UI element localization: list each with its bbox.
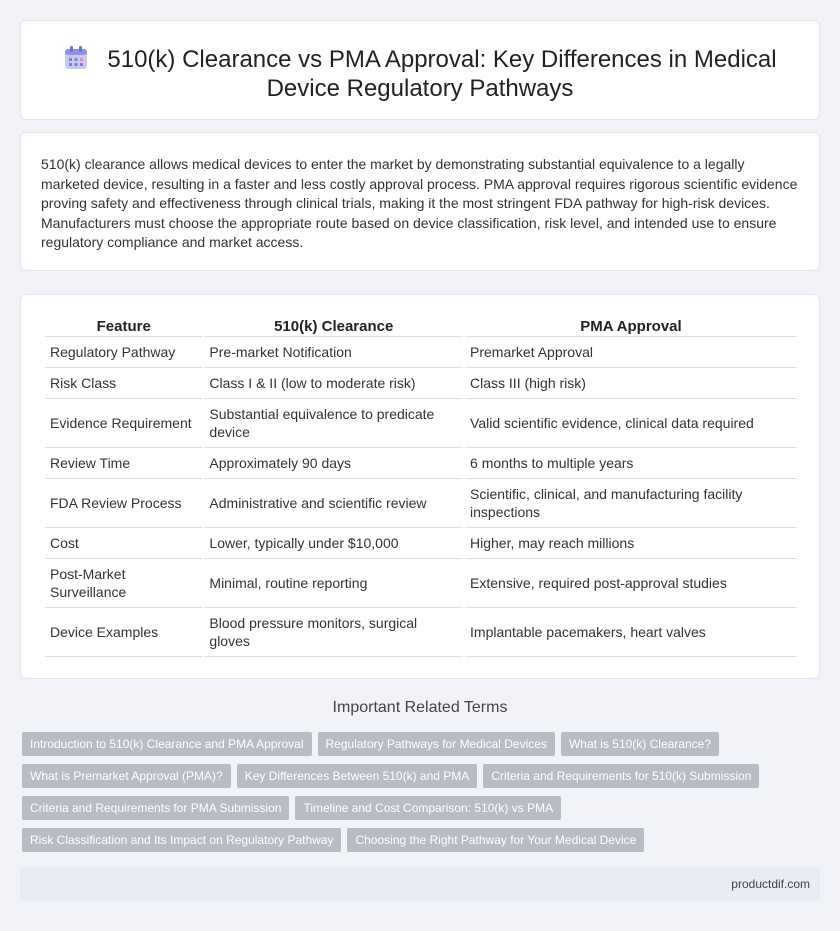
- related-tag[interactable]: What is 510(k) Clearance?: [561, 732, 719, 756]
- table-cell: Review Time: [45, 448, 202, 479]
- table-cell: Class I & II (low to moderate risk): [204, 368, 463, 399]
- table-cell: Regulatory Pathway: [45, 337, 202, 368]
- related-tag[interactable]: Introduction to 510(k) Clearance and PMA Approval: [22, 732, 312, 756]
- footer: [20, 867, 820, 901]
- related-tag[interactable]: What is Premarket Approval (PMA)?: [22, 764, 231, 788]
- table-row: [45, 608, 797, 657]
- table-cell: Post-Market Surveillance: [45, 559, 202, 608]
- related-tag[interactable]: Key Differences Between 510(k) and PMA: [237, 764, 478, 788]
- table-cell: Implantable pacemakers, heart valves: [465, 608, 797, 657]
- calendar-icon: [63, 45, 89, 71]
- table-cell: Approximately 90 days: [204, 448, 463, 479]
- table-cell: Pre-market Notification: [204, 337, 463, 368]
- table-row: [45, 448, 797, 479]
- table-cell: Evidence Requirement: [45, 399, 202, 448]
- related-tag[interactable]: Timeline and Cost Comparison: 510(k) vs PMA: [295, 796, 561, 820]
- table-cell: 6 months to multiple years: [465, 448, 797, 479]
- related-tag[interactable]: Criteria and Requirements for PMA Submission: [22, 796, 289, 820]
- table-cell: Cost: [45, 528, 202, 559]
- table-row: [45, 399, 797, 448]
- page-title: 510(k) Clearance vs PMA Approval: Key Differences in Medical Device Regulatory Pathways: [107, 46, 777, 102]
- table-row: [45, 368, 797, 399]
- related-tags: [22, 732, 822, 860]
- table-cell: Extensive, required post-approval studies: [465, 559, 797, 608]
- table-cell: Substantial equivalence to predicate device: [204, 399, 463, 448]
- header-pma: PMA Approval: [465, 315, 797, 337]
- intro-card: [20, 132, 820, 271]
- table-cell: Higher, may reach millions: [465, 528, 797, 559]
- related-tag[interactable]: Regulatory Pathways for Medical Devices: [318, 732, 555, 756]
- table-cell: Blood pressure monitors, surgical gloves: [204, 608, 463, 657]
- table-row: [45, 479, 797, 528]
- table-cell: Premarket Approval: [465, 337, 797, 368]
- table-row: [45, 559, 797, 608]
- comparison-table: [43, 315, 799, 657]
- table-cell: Risk Class: [45, 368, 202, 399]
- tag-row: [22, 764, 822, 796]
- table-cell: Valid scientific evidence, clinical data required: [465, 399, 797, 448]
- related-tag[interactable]: Risk Classification and Its Impact on Regulatory Pathway: [22, 828, 341, 852]
- related-terms-heading: Important Related Terms: [332, 699, 508, 716]
- table-cell: Class III (high risk): [465, 368, 797, 399]
- table-cell: Scientific, clinical, and manufacturing facility inspections: [465, 479, 797, 528]
- table-row: [45, 337, 797, 368]
- table-header-row: [45, 315, 797, 337]
- table-cell: Lower, typically under $10,000: [204, 528, 463, 559]
- table-cell: Device Examples: [45, 608, 202, 657]
- intro-text: 510(k) clearance allows medical devices to enter the market by demonstrating substantial equivalence to a legally marketed device, resulting in a faster and less costly approval process. PMA approval requires rigorous scientific evidence proving safety and effectiveness through clinical trials, making it the most stringent FDA pathway for high-risk devices. Manufacturers must choose the appropriate route based on device classification, risk level, and intended use to ensure regulatory compliance and market access.: [41, 156, 798, 250]
- related-tag[interactable]: Criteria and Requirements for 510(k) Submission: [483, 764, 759, 788]
- table-cell: Minimal, routine reporting: [204, 559, 463, 608]
- tag-row: [22, 732, 822, 764]
- footer-site[interactable]: productdif.com: [731, 877, 810, 891]
- table-cell: Administrative and scientific review: [204, 479, 463, 528]
- header-510k: 510(k) Clearance: [204, 315, 463, 337]
- header-card: [20, 20, 820, 120]
- table-row: [45, 528, 797, 559]
- tag-row: [22, 828, 822, 860]
- comparison-table-card: [20, 294, 820, 679]
- tag-row: [22, 796, 822, 828]
- related-tag[interactable]: Choosing the Right Pathway for Your Medical Device: [347, 828, 644, 852]
- header-feature: Feature: [45, 315, 202, 337]
- table-cell: FDA Review Process: [45, 479, 202, 528]
- title-wrap: [21, 45, 819, 103]
